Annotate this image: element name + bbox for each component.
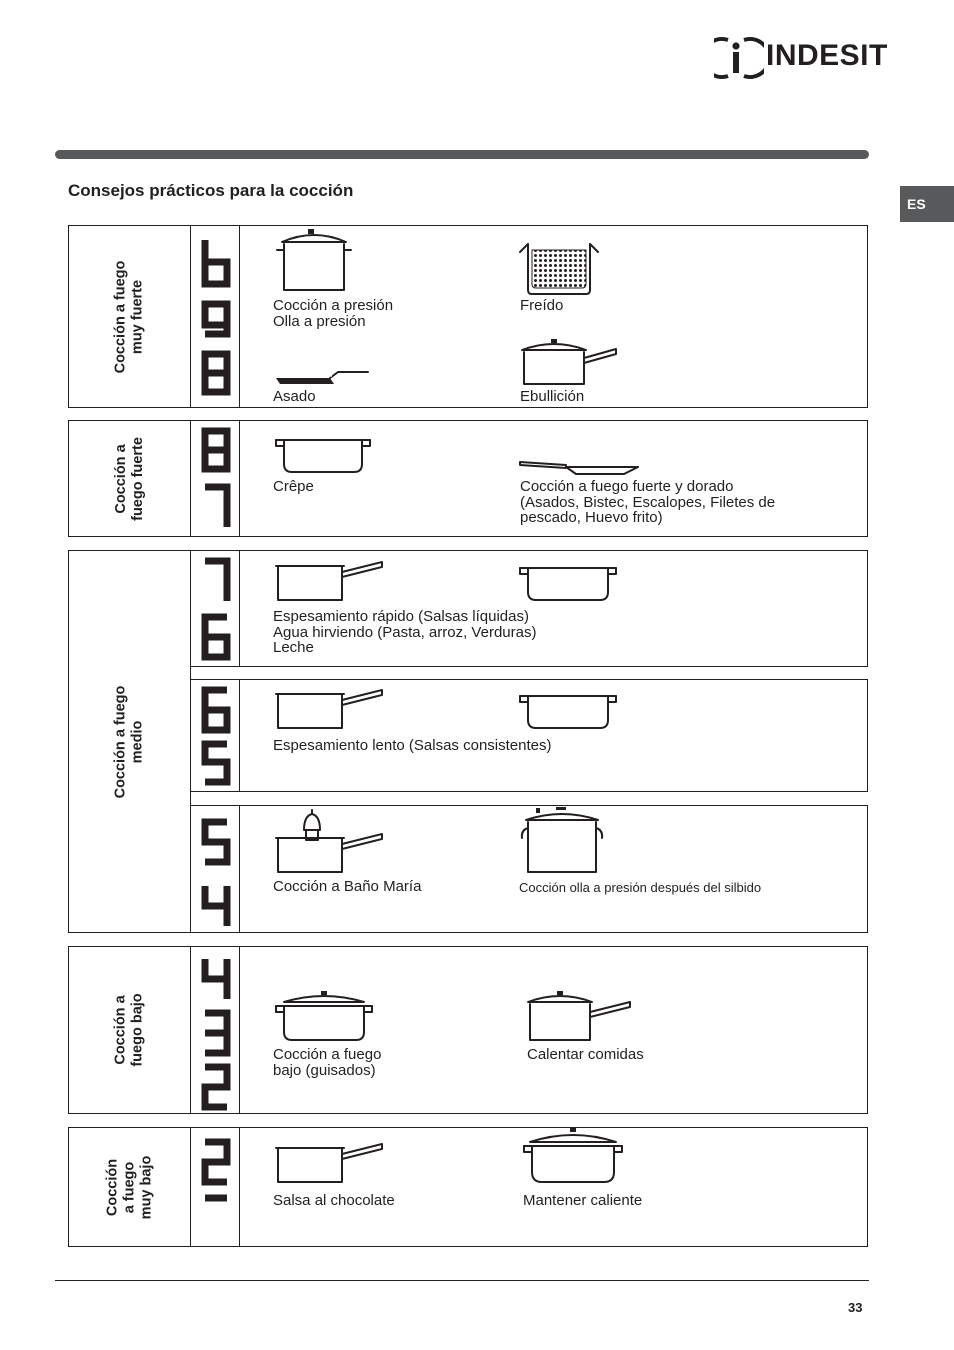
covered-pot-icon [274, 990, 376, 1044]
pot-icon [274, 434, 372, 474]
item-text: Espesamiento rápido (Salsas líquidas) Agua hirviendo (Pasta, arroz, Verduras) Leche [273, 608, 537, 656]
bain-marie-icon [274, 808, 386, 876]
level-digits-high [190, 420, 240, 537]
item-text: Cocción a presión Olla a presión [273, 297, 394, 330]
saucepan-icon [274, 558, 386, 604]
level-display [191, 680, 239, 791]
grill-pan-icon [274, 364, 374, 386]
group-label-very-low: Cocción a fuego muy bajo [68, 1127, 191, 1247]
level-display [191, 947, 239, 1113]
item-text: Espesamiento lento (Salsas consistentes) [273, 737, 552, 754]
level-display [191, 1128, 239, 1246]
level-digits-medium-5-6 [190, 679, 240, 792]
item-text: Salsa al chocolate [273, 1192, 395, 1209]
level-digits-medium-6-7 [190, 550, 240, 667]
header-rule [55, 150, 869, 159]
saucepan-icon [274, 1140, 386, 1186]
group-label-medium: Cocción a fuego medio [68, 550, 191, 933]
item-text: Calentar comidas [527, 1046, 644, 1063]
level-display [191, 421, 239, 536]
item-text: Freído [520, 297, 564, 314]
group-label-very-high: Cocción a fuego muy fuerte [68, 225, 191, 408]
frying-pan-icon [518, 456, 642, 476]
level-digits-medium-4-5 [190, 805, 240, 933]
saucepan-icon [274, 686, 386, 732]
covered-saucepan-icon [524, 990, 636, 1044]
group-label-low: Cocción a fuego bajo [68, 946, 191, 1114]
level-digits-low [190, 946, 240, 1114]
item-text: Crêpe [273, 478, 314, 495]
level-display [191, 226, 239, 407]
saucepan-with-lid-icon [518, 338, 622, 388]
pressure-cooker-icon [274, 228, 354, 296]
covered-casserole-icon [522, 1126, 624, 1186]
brand-logo [714, 36, 888, 80]
level-digits-very-high [190, 225, 240, 408]
level-digits-very-low [190, 1127, 240, 1247]
indesit-i-logo-icon [714, 36, 764, 80]
footer-rule [55, 1280, 869, 1281]
brand-name: INDESIT [766, 39, 888, 72]
item-text: Cocción a Baño María [273, 878, 422, 895]
pressure-cooker-icon [520, 806, 604, 876]
language-tab: ES [900, 186, 954, 222]
section-title: Consejos prácticos para la cocción [68, 181, 354, 200]
pot-icon [518, 690, 620, 732]
item-text: Ebullición [520, 388, 585, 405]
item-text: Cocción a fuego fuerte y dorado (Asados, Bistec, Escalopes, Filetes de pescado, Huevo frito) [520, 478, 776, 526]
item-text: Mantener caliente [523, 1192, 643, 1209]
fryer-basket-icon [518, 238, 604, 296]
pot-icon [518, 562, 620, 604]
item-text: Cocción olla a presión después del silbido [519, 880, 762, 895]
item-text: Cocción a fuego bajo (guisados) [273, 1046, 382, 1079]
level-display [191, 551, 239, 666]
group-label-high: Cocción a fuego fuerte [68, 420, 191, 537]
level-display [191, 806, 239, 932]
page-number: 33 [848, 1300, 863, 1315]
item-text: Asado [273, 388, 316, 405]
